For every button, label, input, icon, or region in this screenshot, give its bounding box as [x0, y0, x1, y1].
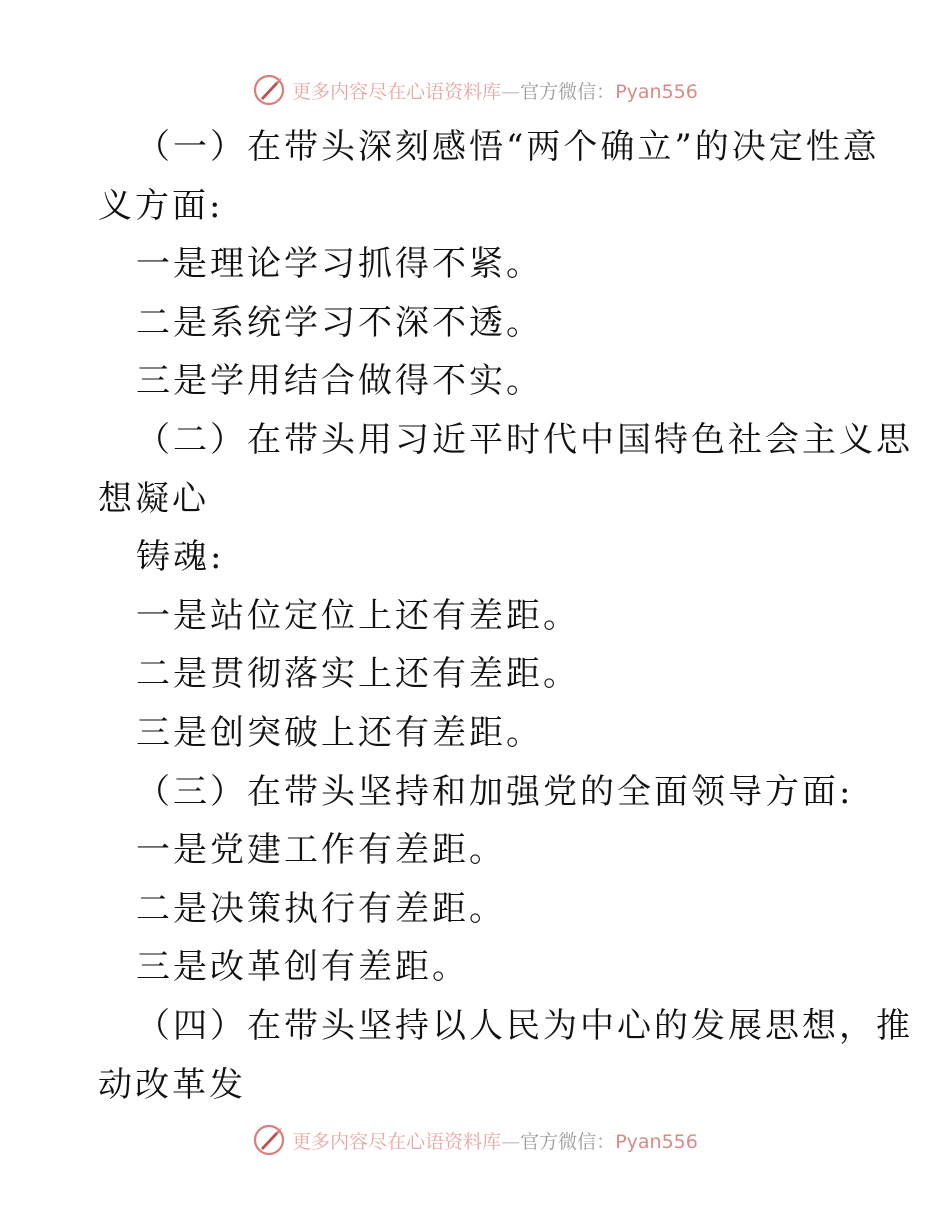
paragraph-line: 想凝心: [98, 478, 209, 519]
watermark-text: [292, 1127, 698, 1154]
paragraph-line: 二是决策执行有差距。: [136, 888, 506, 929]
paragraph-line: 动改革发: [98, 1064, 246, 1105]
paragraph-line: 义方面:: [98, 185, 224, 226]
watermark-text: [292, 77, 698, 104]
paragraph-line: 一是理论学习抓得不紧。: [136, 244, 543, 285]
paragraph-line: 三是创突破上还有差距。: [136, 712, 543, 753]
quill-logo-icon: [252, 73, 286, 107]
paragraph-line: 一是党建工作有差距。: [136, 830, 506, 871]
watermark-main-text: 更多内容尽在心语资料库: [292, 80, 502, 103]
paragraph-line: （三）在带头坚持和加强党的全面领导方面:: [136, 771, 854, 812]
watermark-suffix: 官方微信：: [520, 1130, 616, 1153]
watermark-suffix: 官方微信：: [520, 80, 616, 103]
paragraph-line: （二）在带头用习近平时代中国特色社会主义思: [136, 419, 913, 460]
watermark-wechat-id: Pyan556: [615, 80, 698, 103]
paragraph-line: 二是系统学习不深不透。: [136, 302, 543, 343]
document-body: [98, 118, 913, 1114]
quill-logo-icon: [252, 1123, 286, 1157]
paragraph-line: （四）在带头坚持以人民为中心的发展思想，推: [136, 1005, 913, 1046]
footer-watermark: [0, 1120, 950, 1160]
paragraph-line: 二是贯彻落实上还有差距。: [136, 654, 580, 695]
paragraph-line: （一）在带头深刻感悟“两个确立”的决定性意: [136, 127, 880, 167]
paragraph-line: 一是站位定位上还有差距。: [136, 595, 580, 636]
watermark-dash: —: [501, 1130, 521, 1153]
header-watermark: [0, 70, 950, 110]
watermark-main-text: 更多内容尽在心语资料库: [292, 1130, 502, 1153]
paragraph-line: 三是学用结合做得不实。: [136, 361, 543, 402]
watermark-dash: —: [501, 80, 521, 103]
paragraph-line: 三是改革创有差距。: [136, 947, 469, 988]
watermark-wechat-id: Pyan556: [615, 1130, 698, 1153]
paragraph-line: 铸魂:: [136, 537, 225, 578]
